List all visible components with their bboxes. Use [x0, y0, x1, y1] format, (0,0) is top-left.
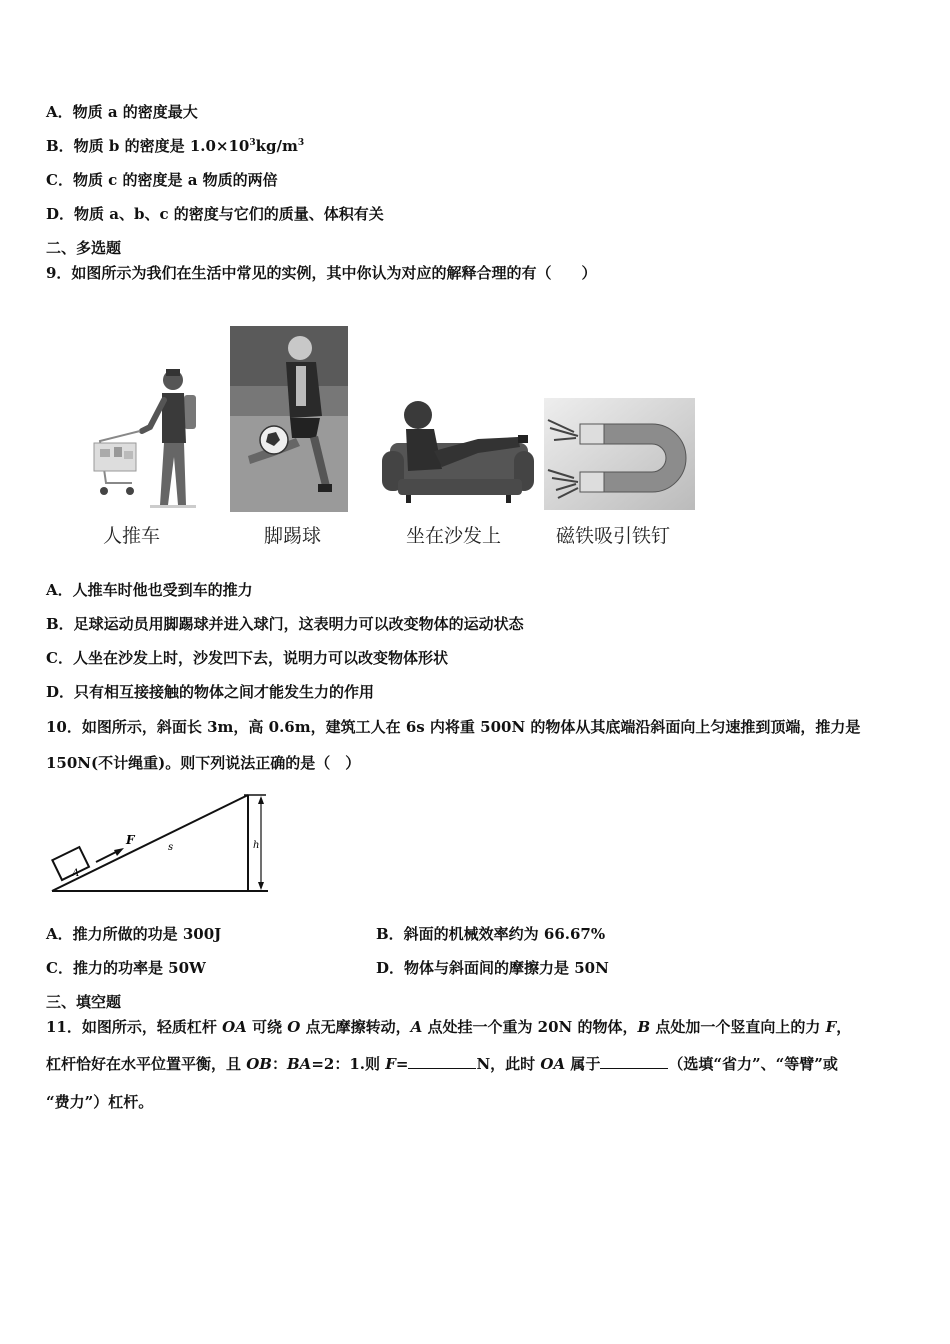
q8-option-d: D．物质 a、b、c 的密度与它们的质量、体积有关 [46, 205, 384, 223]
q8-option-b-text: B．物质 b 的密度是 1.0×10 [46, 137, 250, 155]
q11-text: = [395, 1055, 409, 1073]
q9-option-a: A．人推车时他也受到车的推力 [46, 581, 253, 599]
exponent: 3 [249, 138, 256, 148]
q8-option-c: C．物质 c 的密度是 a 物质的两倍 [46, 171, 278, 189]
pushing-cart-image [80, 365, 205, 515]
q11-var: OB [246, 1055, 272, 1073]
kicking-ball-image [230, 326, 348, 512]
q8-option-a: A．物质 a 的密度最大 [46, 103, 198, 121]
section-heading-fill: 三、填空题 [46, 993, 122, 1011]
q11-text: 点无摩擦转动， [300, 1018, 411, 1036]
q11-text: 点处加一个竖直向上的力 [650, 1018, 826, 1036]
caption-pushing-cart: 人推车 [103, 525, 161, 547]
q11-text: （选填“省力”、“等臂”或 [668, 1055, 838, 1073]
sofa-image [378, 395, 536, 507]
q11-text: ： [271, 1055, 287, 1073]
block-label: A [72, 868, 80, 879]
q11-text: ， [836, 1018, 852, 1036]
incline-diagram [48, 790, 276, 898]
q11-text: 点处挂一个重为 20N 的物体， [422, 1018, 638, 1036]
caption-kicking-ball: 脚踢球 [264, 525, 322, 547]
q10-stem-line2: 150N(不计绳重)。则下列说法正确的是（ ） [46, 754, 361, 772]
height-label: h [253, 840, 260, 851]
q9-option-c: C．人坐在沙发上时，沙发凹下去，说明力可以改变物体形状 [46, 649, 448, 667]
q11-var: F [825, 1018, 837, 1036]
q11-stem-line2 [46, 1054, 838, 1074]
q11-text: 属于 [565, 1055, 601, 1073]
q11-stem-line3: “费力”）杠杆。 [46, 1093, 154, 1111]
exponent: 3 [297, 138, 305, 148]
caption-sitting-sofa: 坐在沙发上 [406, 525, 502, 547]
q9-stem: 9．如图所示为我们在生活中常见的实例，其中你认为对应的解释合理的有（ ） [46, 264, 597, 282]
q11-var: BA [287, 1055, 312, 1073]
section-heading-multi: 二、多选题 [46, 239, 122, 257]
q11-text: 杠杆恰好在水平位置平衡，且 [46, 1055, 247, 1073]
q11-text: N，此时 [476, 1055, 541, 1073]
q11-text: 可绕 [246, 1018, 288, 1036]
q11-stem-line1 [46, 1017, 851, 1037]
q11-var: OA [540, 1055, 566, 1073]
q11-var: O [287, 1018, 301, 1036]
q11-var: F [385, 1055, 396, 1073]
caption-magnet: 磁铁吸引铁钉 [556, 525, 671, 547]
magnet-nails-image [544, 398, 695, 510]
q8-option-b [46, 136, 304, 156]
q10-option-a: A．推力所做的功是 300J [46, 925, 222, 943]
q11-var: OA [222, 1018, 247, 1036]
q10-option-d: D．物体与斜面间的摩擦力是 50N [376, 959, 609, 977]
length-label: s [168, 842, 174, 853]
q10-stem-line1: 10．如图所示，斜面长 3m，高 0.6m，建筑工人在 6s 内将重 500N 的物体从其底端沿斜面向上匀速推到顶端，推力是 [46, 718, 861, 736]
q11-text: 11．如图所示，轻质杠杆 [46, 1018, 223, 1036]
q11-var: B [637, 1018, 651, 1036]
q10-option-c: C．推力的功率是 50W [46, 959, 206, 977]
q10-option-b: B．斜面的机械效率约为 66.67% [376, 925, 606, 943]
force-label: F [126, 833, 135, 847]
q9-option-d: D．只有相互接接触的物体之间才能发生力的作用 [46, 683, 375, 701]
answer-blank-lever-type[interactable] [600, 1054, 668, 1069]
unit: kg/m [255, 137, 298, 155]
answer-blank-force[interactable] [408, 1054, 476, 1069]
q11-var: A [410, 1018, 423, 1036]
q9-option-b: B．足球运动员用脚踢球并进入球门，这表明力可以改变物体的运动状态 [46, 615, 524, 633]
q11-text: =2：1.则 [311, 1055, 386, 1073]
